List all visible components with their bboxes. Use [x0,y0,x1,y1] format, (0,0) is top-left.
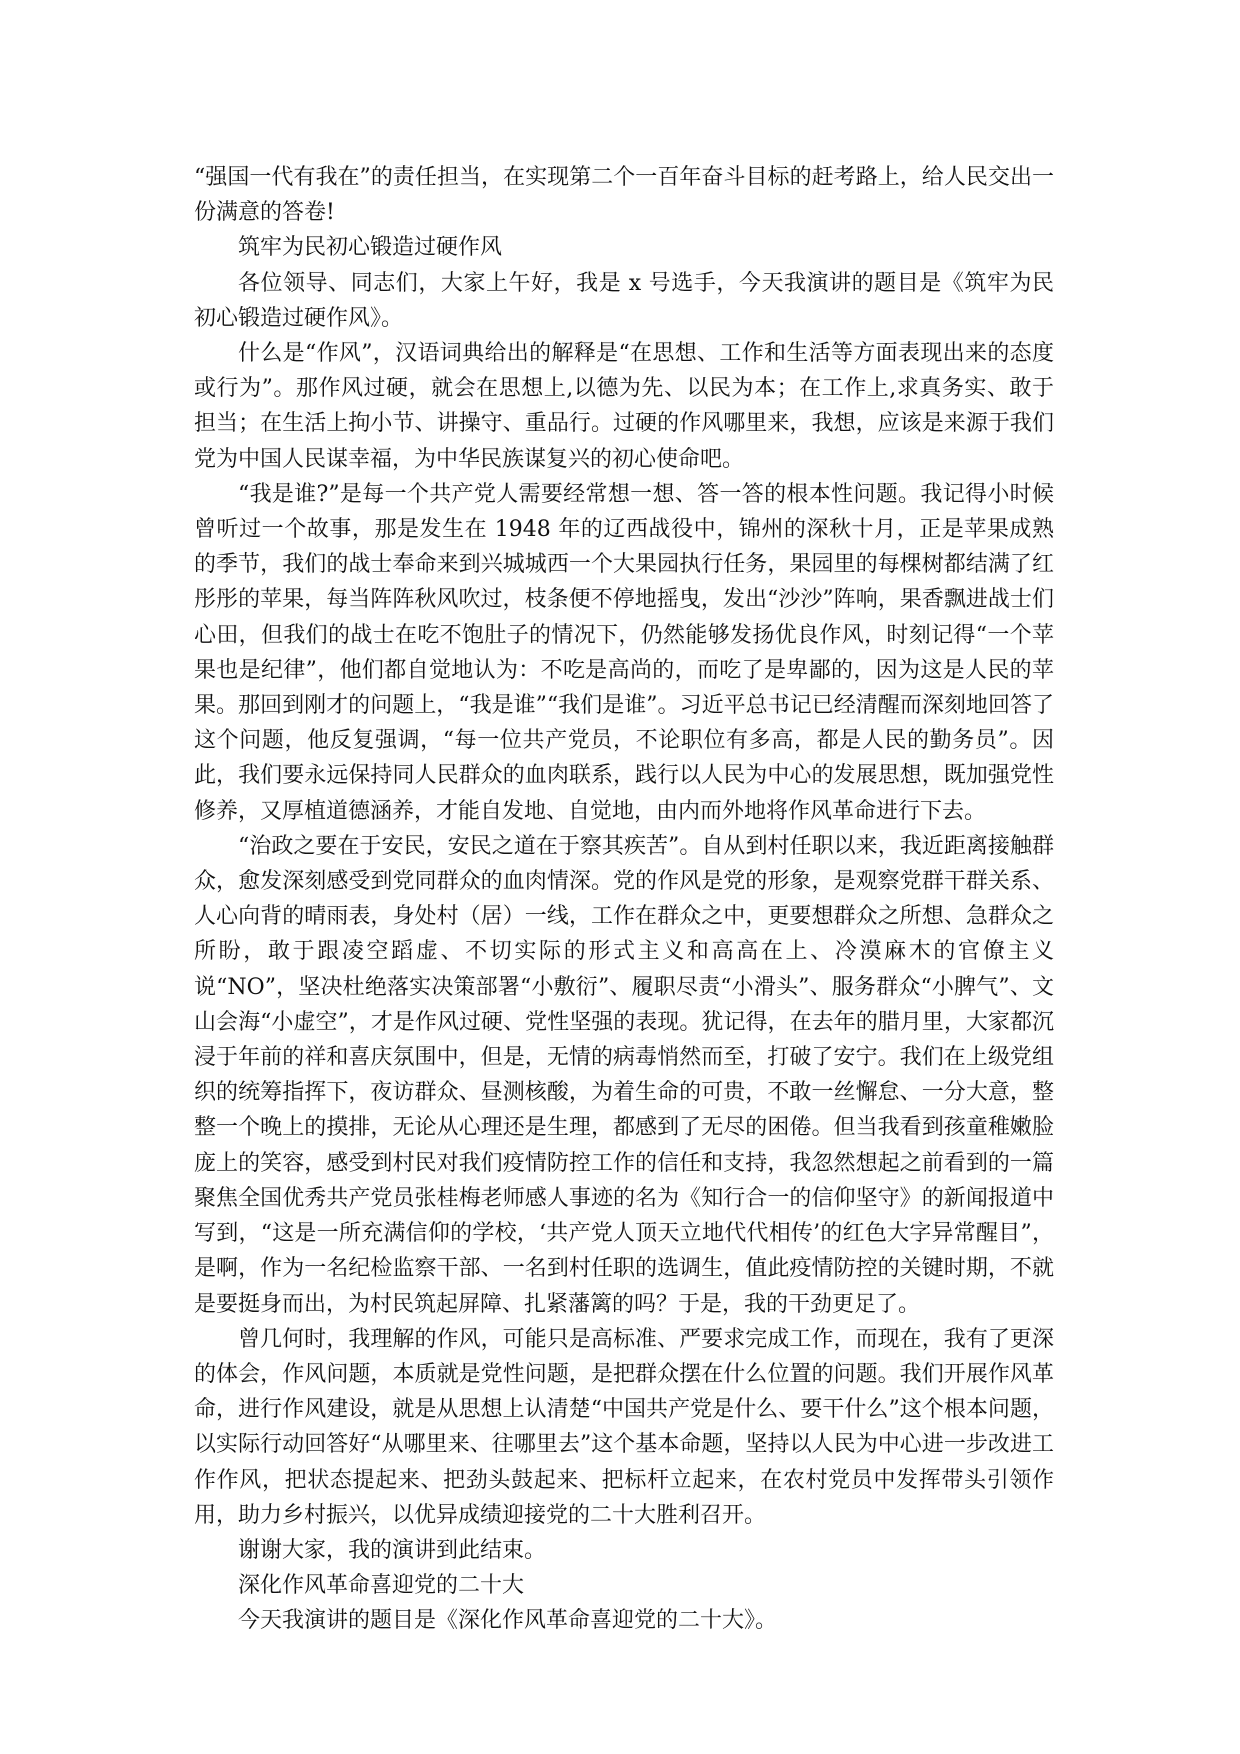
document-body [194,160,1054,1639]
paragraph-governance: “治政之要在于安民，安民之道在于察其疾苦”。自从到村任职以来，我近距离接触群众，愈发深刻感受到党同群众的血肉情深。党的作风是党的形象，是观察党群干群关系、人心向背的晴雨表，身处村（居）一线，工作在群众之中，更要想群众之所想、急群众之所盼，敢于跟凌空蹈虚、不切实际的形式主义和高高在上、冷漠麻木的官僚主义说“NO”，坚决杜绝落实决策部署“小敷衍”、履职尽责“小滑头”、服务群众“小脾气”、文山会海“小虚空”，才是作风过硬、党性坚强的表现。犹记得，在去年的腊月里，大家都沉浸于年前的祥和喜庆氛围中，但是，无情的病毒悄然而至，打破了安宁。我们在上级党组织的统筹指挥下，夜访群众、昼测核酸，为着生命的可贵，不敢一丝懈怠、一分大意，整整一个晚上的摸排，无论从心理还是生理，都感到了无尽的困倦。但当我看到孩童稚嫩脸庞上的笑容，感受到村民对我们疫情防控工作的信任和支持，我忽然想起之前看到的一篇聚焦全国优秀共产党员张桂梅老师感人事迹的名为《知行合一的信仰坚守》的新闻报道中写到，“这是一所充满信仰的学校，‘共产党人顶天立地代代相传’的红色大字异常醒目”，是啊，作为一名纪检监察干部、一名到村任职的选调生，值此疫情防控的关键时期，不就是要挺身而出，为村民筑起屏障、扎紧藩篱的吗？于是，我的干劲更足了。 [194,833,1054,1317]
paragraph-continuation: “强国一代有我在”的责任担当，在实现第二个一百年奋斗目标的赶考路上，给人民交出一份满意的答卷! [194,165,1054,226]
paragraph-reflection: 曾几何时，我理解的作风，可能只是高标准、严要求完成工作，而现在，我有了更深的体会，作风问题，本质就是党性问题，是把群众摆在什么位置的问题。我们开展作风革命，进行作风建设，就是从思想上认清楚“中国共产党是什么、要干什么”这个根本问题，以实际行动回答好“从哪里来、往哪里去”这个基本命题，坚持以人民为中心进一步改进工作作风，把状态提起来、把劲头鼓起来、把标杆立起来，在农村党员中发挥带头引领作用，助力乡村振兴，以优异成绩迎接党的二十大胜利召开。 [194,1326,1054,1528]
paragraph-definition: 什么是“作风”，汉语词典给出的解释是“在思想、工作和生活等方面表现出来的态度或行为”。那作风过硬，就会在思想上,以德为先、以民为本；在工作上,求真务实、敢于担当；在生活上拘小节、讲操守、重品行。过硬的作风哪里来，我想，应该是来源于我们党为中国人民谋幸福，为中华民族谋复兴的初心使命吧。 [194,341,1054,472]
section-title-2: 深化作风革命喜迎党的二十大 [238,1573,525,1599]
paragraph-who-am-i: “我是谁?”是每一个共产党人需要经常想一想、答一答的根本性问题。我记得小时候曾听过一个故事，那是发生在 1948 年的辽西战役中，锦州的深秋十月，正是苹果成熟的季节，我们的战士奉命来到兴城城西一个大果园执行任务，果园里的每棵树都结满了红彤彤的苹果，每当阵阵秋风吹过，枝条便不停地摇曳，发出“沙沙”阵响，果香飘进战士们心田，但我们的战士在吃不饱肚子的情况下，仍然能够发扬优良作风，时刻记得“一个苹果也是纪律”，他们都自觉地认为：不吃是高尚的，而吃了是卑鄙的，因为这是人民的苹果。那回到刚才的问题上，“我是谁”“我们是谁”。习近平总书记已经清醒而深刻地回答了这个问题，他反复强调，“每一位共产党员，不论职位有多高，都是人民的勤务员”。因此，我们要永远保持同人民群众的血肉联系，践行以人民为中心的发展思想，既加强党性修养，又厚植道德涵养，才能自发地、自觉地，由内而外地将作风革命进行下去。 [194,481,1054,824]
paragraph-closing: 谢谢大家，我的演讲到此结束。 [238,1537,547,1563]
section-title-1: 筑牢为民初心锻造过硬作风 [238,235,503,261]
paragraph-intro-2: 今天我演讲的题目是《深化作风革命喜迎党的二十大》。 [238,1608,778,1634]
paragraph-greeting: 各位领导、同志们，大家上午好，我是 x 号选手，今天我演讲的题目是《筑牢为民初心锻造过硬作风》。 [194,270,1054,331]
